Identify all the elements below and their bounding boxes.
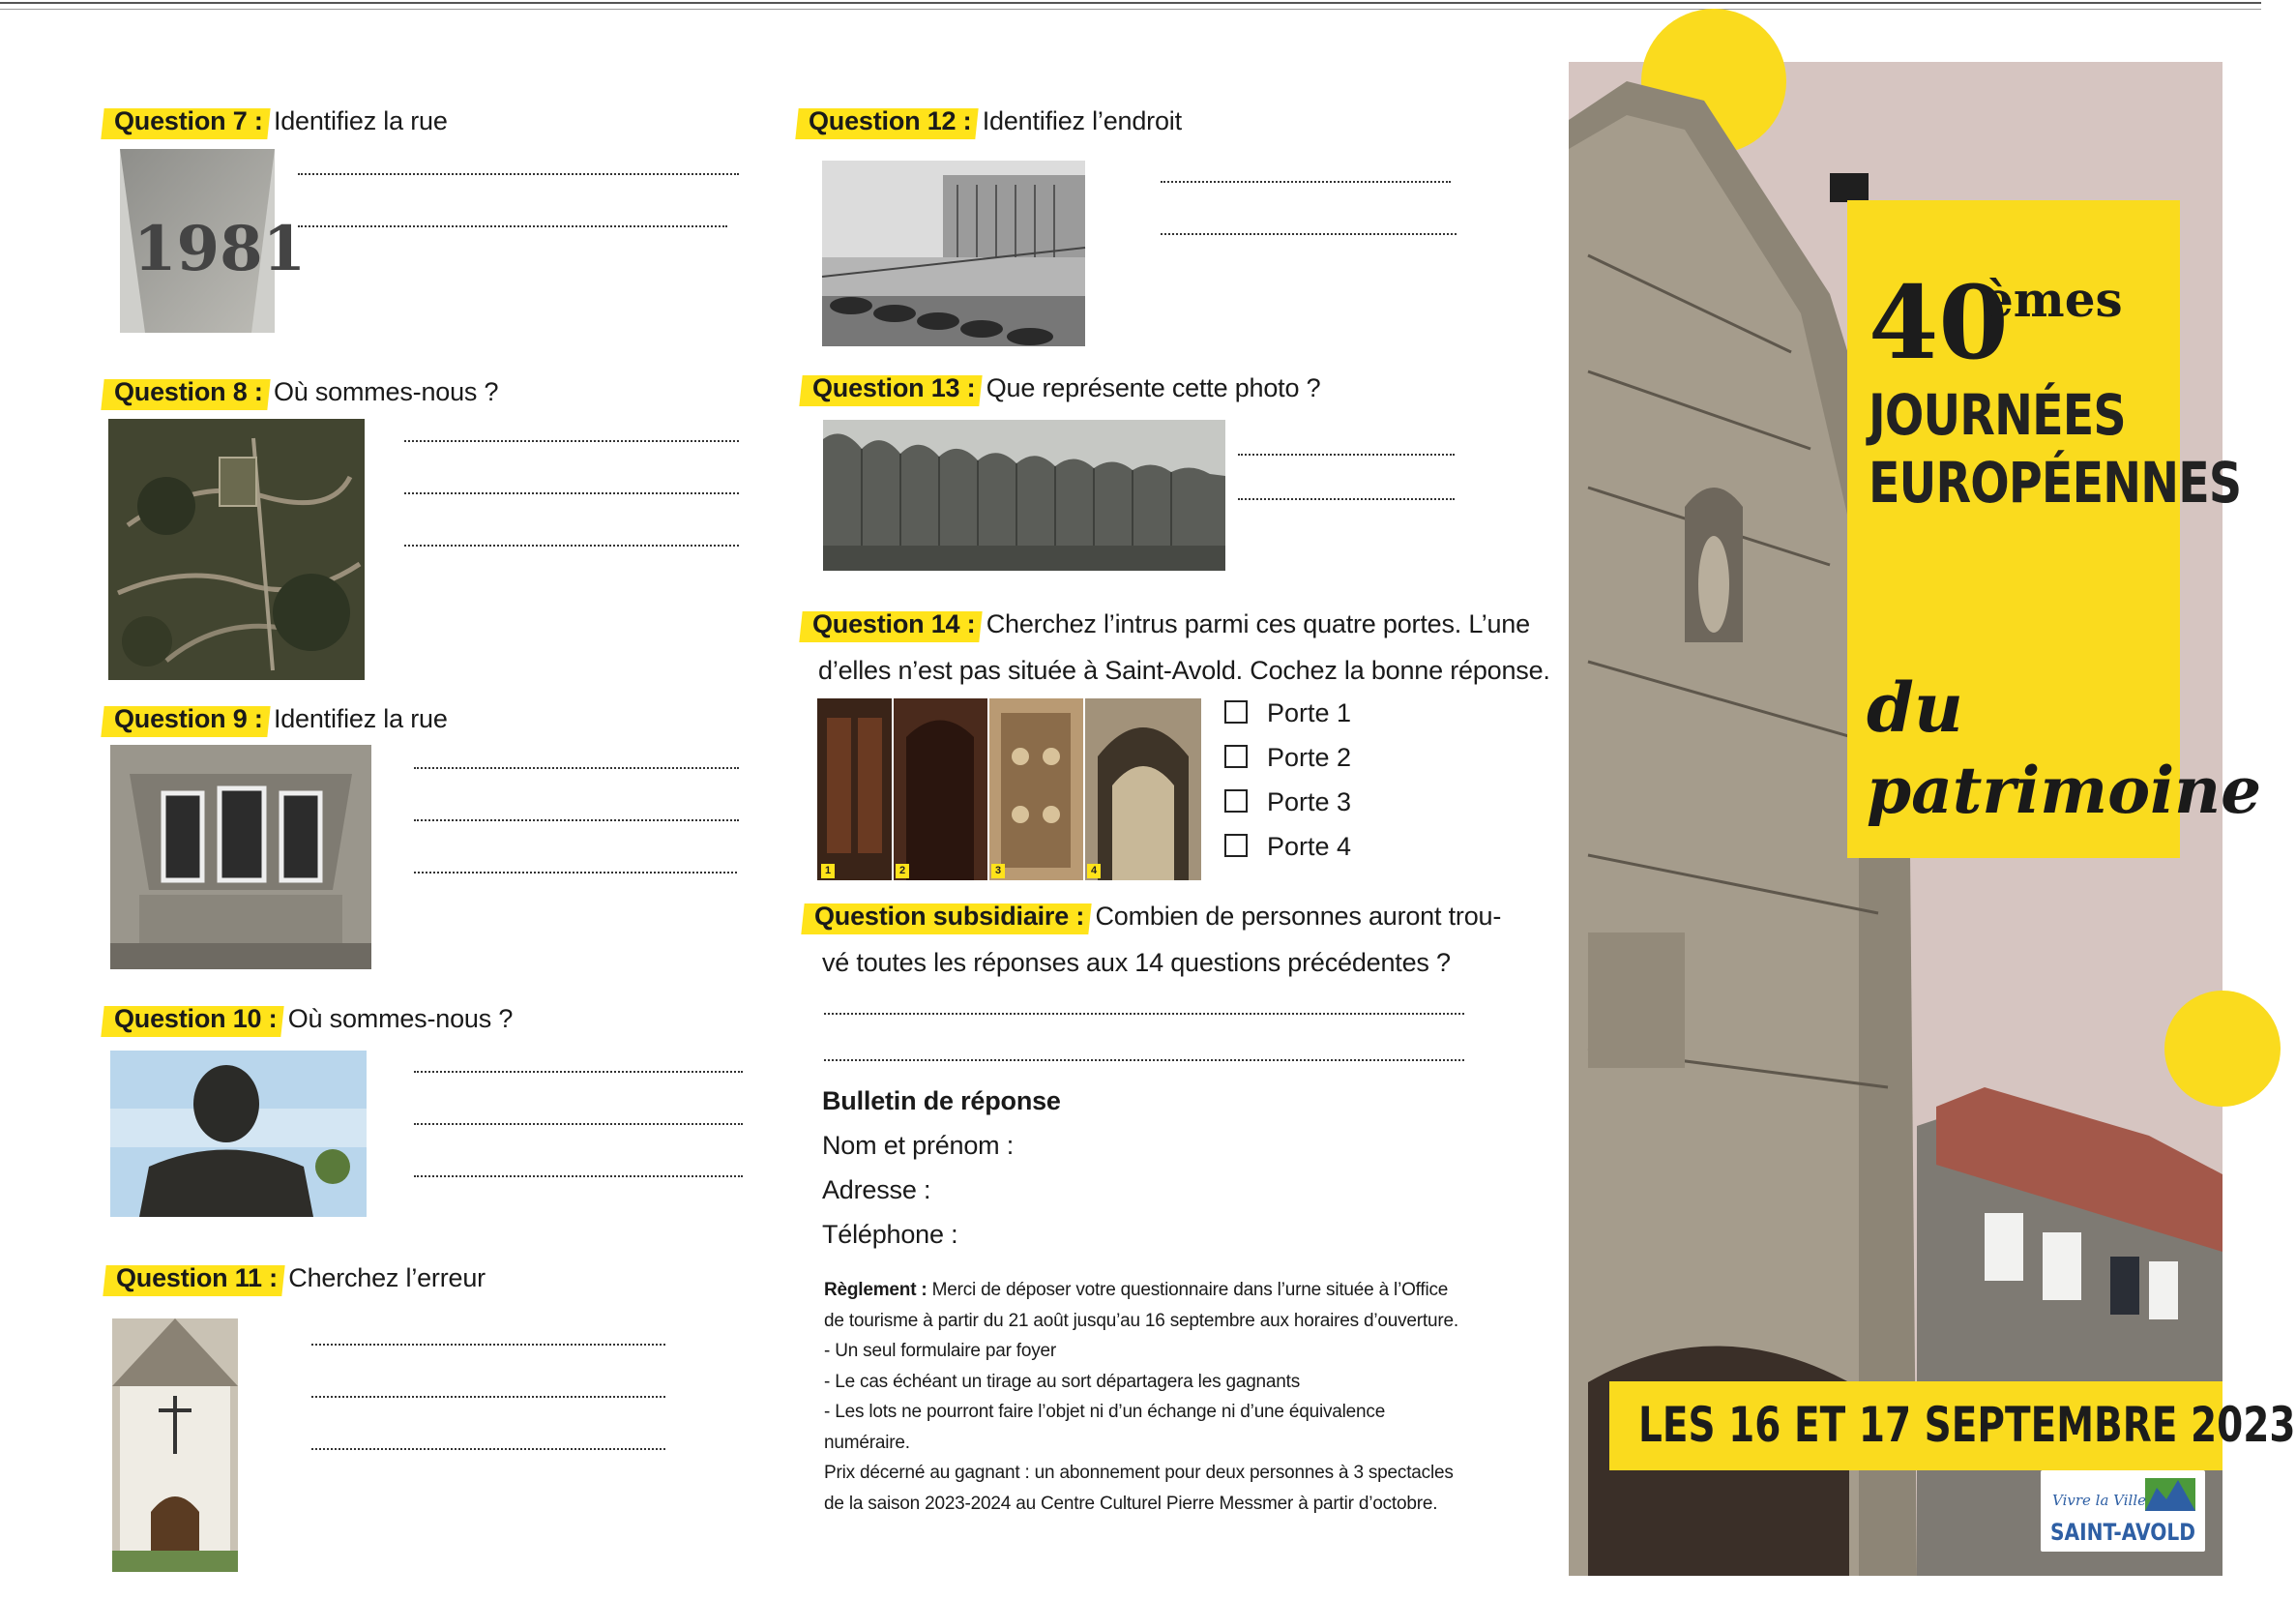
- photo-four-doors: [817, 698, 1201, 880]
- answer-line-13b[interactable]: [1238, 497, 1455, 500]
- question-13-label: Question 13 :: [805, 371, 979, 404]
- answer-line-8c[interactable]: [404, 544, 739, 547]
- page-top-border: [0, 2, 2261, 10]
- question-subsidiary-text: Combien de personnes auront trou-: [1095, 902, 1502, 931]
- question-subsidiary-text-continued: vé toutes les réponses aux 14 questions précédentes ?: [822, 948, 1451, 977]
- photo-aerial-view: [108, 419, 365, 680]
- door-number-4: 4: [1087, 864, 1101, 878]
- answer-line-7b[interactable]: [298, 224, 727, 227]
- question-11-label: Question 11 :: [108, 1261, 281, 1294]
- rules-block: [824, 1275, 1501, 1519]
- question-subsidiary-label: Question subsidiaire :: [807, 900, 1088, 933]
- cover-dates: LES 16 ET 17 SEPTEMBRE 2023: [1638, 1397, 2296, 1453]
- answer-line-9a[interactable]: [414, 766, 739, 769]
- plaque-year: 1981: [133, 213, 307, 285]
- cover-title-line-1: JOURNÉES: [1869, 382, 2126, 448]
- question-10-label: Question 10 :: [106, 1002, 280, 1035]
- cover-edition-suffix: èmes: [1983, 271, 2123, 328]
- answer-line-12a[interactable]: [1161, 180, 1451, 183]
- checkbox-square[interactable]: [1224, 700, 1248, 724]
- question-8-text: Où sommes-nous ?: [273, 377, 499, 406]
- question-7-text: Identifiez la rue: [273, 106, 448, 135]
- checkbox-porte-3[interactable]: [1224, 787, 1351, 817]
- question-9-label: Question 9 :: [106, 702, 267, 735]
- rules-line-6: numéraire.: [824, 1432, 910, 1453]
- saint-avold-logo: [2041, 1470, 2205, 1552]
- rules-line-7: Prix décerné au gagnant : un abonnement pour deux personnes à 3 spectacles: [824, 1463, 1454, 1483]
- answer-line-10c[interactable]: [414, 1174, 743, 1177]
- bulletin-title: Bulletin de réponse: [822, 1086, 1061, 1115]
- cover-title-patrimoine: patrimoine: [1867, 753, 2262, 828]
- answer-line-12b[interactable]: [1161, 232, 1457, 235]
- question-8-label: Question 8 :: [106, 375, 267, 408]
- question-7-label: Question 7 :: [106, 104, 267, 137]
- checkbox-porte-4[interactable]: [1224, 832, 1351, 862]
- answer-line-10a[interactable]: [414, 1070, 743, 1073]
- checkbox-square[interactable]: [1224, 834, 1248, 857]
- checkbox-square[interactable]: [1224, 745, 1248, 768]
- logo-name: SAINT-AVOLD: [2050, 1519, 2195, 1546]
- answer-line-8a[interactable]: [404, 439, 739, 442]
- bulletin-name-label[interactable]: Nom et prénom :: [822, 1131, 1015, 1160]
- question-10-text: Où sommes-nous ?: [287, 1004, 514, 1033]
- checkbox-square[interactable]: [1224, 789, 1248, 813]
- checkbox-label: Porte 1: [1267, 698, 1352, 727]
- cover-edition-number: 40: [1869, 263, 2009, 382]
- photo-chapel: [112, 1318, 238, 1572]
- photo-bay-window: [110, 745, 371, 969]
- question-7: [106, 106, 448, 136]
- logo-script: Vivre la Ville: [2052, 1492, 2147, 1509]
- question-10: [106, 1004, 513, 1034]
- door-number-3: 3: [991, 864, 1005, 878]
- question-11-text: Cherchez l’erreur: [288, 1263, 486, 1292]
- question-11: [108, 1263, 486, 1293]
- answer-line-9b[interactable]: [414, 818, 739, 821]
- checkbox-porte-1[interactable]: [1224, 698, 1351, 728]
- rules-line-8: de la saison 2023-2024 au Centre Culturel Pierre Messmer à partir d’octobre.: [824, 1493, 1438, 1514]
- door-number-1: 1: [821, 864, 835, 878]
- rules-line-2: de tourisme à partir du 21 août jusqu’au 16 septembre aux horaires d’ouverture.: [824, 1310, 1458, 1331]
- photo-statue-back: [110, 1051, 367, 1217]
- answer-line-10b[interactable]: [414, 1122, 743, 1125]
- question-9-text: Identifiez la rue: [273, 704, 448, 733]
- door-number-2: 2: [896, 864, 909, 878]
- photo-sheds-roofline: [823, 420, 1225, 571]
- rules-line-3: - Un seul formulaire par foyer: [824, 1341, 1057, 1361]
- question-12-label: Question 12 :: [801, 104, 975, 137]
- question-12: [801, 106, 1182, 136]
- question-13: [805, 373, 1320, 403]
- answer-line-11b[interactable]: [311, 1395, 665, 1398]
- photo-factory-parking: [822, 161, 1085, 346]
- question-14-text: Cherchez l’intrus parmi ces quatre portes. L’une: [986, 609, 1530, 638]
- question-14-label: Question 14 :: [805, 607, 979, 640]
- question-12-text: Identifiez l’endroit: [982, 106, 1182, 135]
- question-9: [106, 704, 448, 734]
- cover-title-du: du: [1867, 667, 1963, 748]
- answer-line-13a[interactable]: [1238, 453, 1455, 456]
- bulletin-phone-label[interactable]: Téléphone :: [822, 1220, 958, 1249]
- rules-line-5: - Les lots ne pourront faire l’objet ni d’un échange ni d’une équivalence: [824, 1402, 1386, 1422]
- answer-line-8b[interactable]: [404, 491, 739, 494]
- answer-line-subsidiary-b[interactable]: [824, 1058, 1464, 1061]
- answer-line-7a[interactable]: [298, 172, 739, 175]
- checkbox-label: Porte 3: [1267, 787, 1352, 816]
- bulletin-address-label[interactable]: Adresse :: [822, 1175, 931, 1204]
- rules-line-1: [824, 1275, 1501, 1306]
- photo-plaque-1981: [120, 149, 307, 333]
- answer-line-11a[interactable]: [311, 1343, 665, 1346]
- question-8: [106, 377, 498, 407]
- rules-line-4: - Le cas échéant un tirage au sort départagera les gagnants: [824, 1371, 1301, 1392]
- answer-line-9c[interactable]: [414, 871, 737, 874]
- cover-title-line-2: EUROPÉENNES: [1869, 450, 2242, 516]
- rules-label: Règlement :: [824, 1280, 927, 1300]
- checkbox-label: Porte 2: [1267, 743, 1352, 772]
- question-subsidiary: [807, 902, 1501, 932]
- question-14-text-continued: d’elles n’est pas située à Saint-Avold. Cochez la bonne réponse.: [818, 656, 1550, 685]
- answer-line-subsidiary-a[interactable]: [824, 1012, 1464, 1015]
- checkbox-porte-2[interactable]: [1224, 743, 1351, 773]
- checkbox-label: Porte 4: [1267, 832, 1352, 861]
- question-13-text: Que représente cette photo ?: [986, 373, 1321, 402]
- question-14: [805, 609, 1530, 639]
- answer-line-11c[interactable]: [311, 1447, 665, 1450]
- rules-line-1-text: Merci de déposer votre questionnaire dans l’urne située à l’Office: [931, 1280, 1449, 1300]
